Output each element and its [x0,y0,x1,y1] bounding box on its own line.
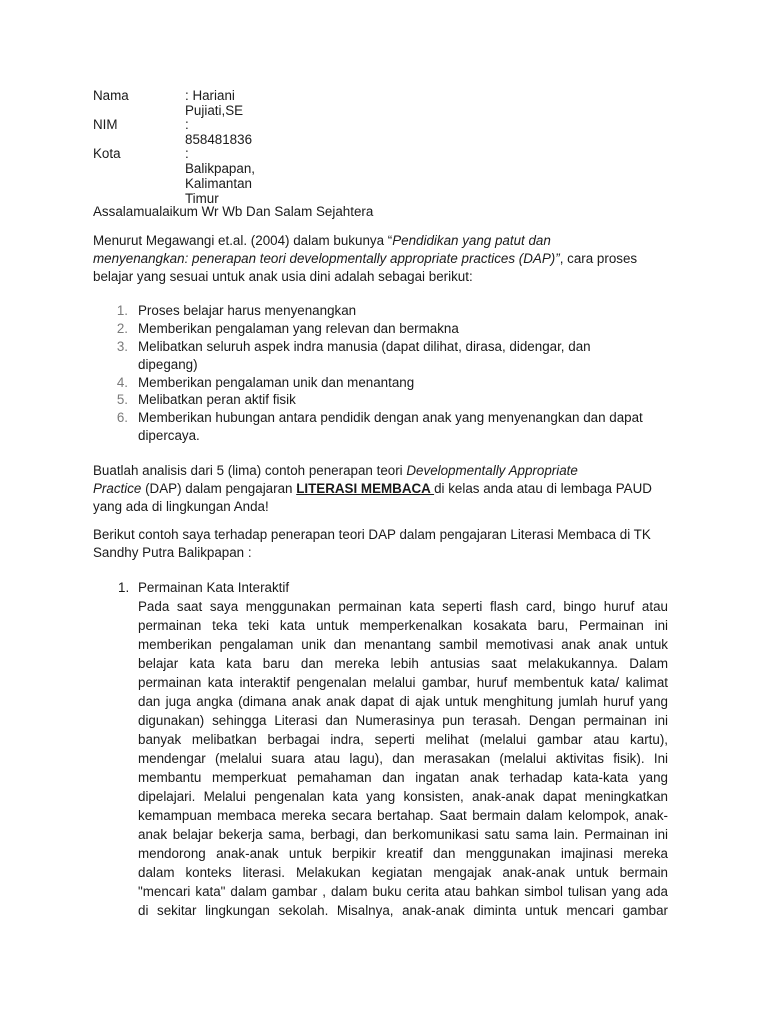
paragraph-line: kemampuan membaca mereka secara bertahap. Saat bermain dalam kelompok, anak- [138,808,668,823]
task-text: di kelas anda atau di lembaga PAUD [434,481,652,496]
paragraph-line: permainan kata interaktif pengenalan melalui gambar, huruf membentuk kata/ kalimat [138,675,668,690]
list-item: Melibatkan peran aktif fisik [138,392,296,407]
paragraph-line: belajar kata kata baru dan mereka lebih antusias saat melakukannya. Dalam [138,656,668,671]
kota-value: : Balikpapan, Kalimantan Timur [185,146,255,206]
task-line-2 [93,481,673,496]
intro-text: Menurut Megawangi et.al. (2004) dalam bukunya “ [93,233,393,248]
kota-label: Kota [93,146,121,161]
paragraph-line: digunakan) sehingga Literasi dan Numerasinya pun terasah. Dengan permainan ini [138,713,668,728]
task-text: (DAP) dalam pengajaran [141,481,297,496]
section-1-number: 1. [118,580,130,595]
literasi-membaca-emphasis: LITERASI MEMBACA [296,481,435,496]
task-term: Practice [93,481,142,496]
list-item: Melibatkan seluruh aspek indra manusia (dapat dilihat, dirasa, didengar, dan [138,339,591,354]
example-intro-line-1: Berikut contoh saya terhadap penerapan teori DAP dalam pengajaran Literasi Membaca di TK [93,527,651,542]
paragraph-line: memberikan pengalaman unik dan menantang sambil memotivasi anak anak untuk [138,637,668,652]
greeting: Assalamualaikum Wr Wb Dan Salam Sejahtera [93,204,374,219]
paragraph-line: "mencari kata" dalam gambar , dalam buku cerita atau bahkan simbol tulisan yang ada [138,884,668,899]
paragraph-line: banyak melibatkan berbagai indra, seperti melihat (melalui gambar atau kartu), [138,732,668,747]
task-text: Buatlah analisis dari 5 (lima) contoh penerapan teori [93,463,407,478]
paragraph-line: dalam konteks literasi. Melakukan kegiatan mengajak anak-anak untuk bermain [138,865,668,880]
paragraph-line: mendorong anak-anak untuk berpikir kreatif dan menggunakan imajinasi mereka [138,846,668,861]
intro-book-title: Pendidikan yang patut dan [392,233,551,248]
task-line-1 [93,463,673,478]
list-number: 6. [116,410,128,425]
nim-value: : 858481836 [185,117,253,147]
list-item: Memberikan hubungan antara pendidik dengan anak yang menyenangkan dan dapat [138,410,643,425]
paragraph-line: mendengar (melalui suara atau lagu), dan merasakan (melalui aktivitas fisik). Ini [138,751,668,766]
intro-book-title: menyenangkan: penerapan teori developmentally appropriate practices (DAP)” [93,251,560,266]
paragraph-line: dan juga angka (dimana anak anak dapat di ajak untuk menghitung jumlah huruf yang [138,694,668,709]
paragraph-line: membantu memperkuat pemahaman dan ingatan anak terhadap kata-kata yang [138,770,668,785]
list-item: Memberikan pengalaman yang relevan dan bermakna [138,321,459,336]
paragraph-line: anak belajar bekerja sama, berbagi, dan berkomunikasi satu sama lain. Permainan ini [138,827,668,842]
paragraph-line: permainan teka teki kata untuk memperkenalkan kosakata baru, Permainan ini [138,618,668,633]
list-number: 3. [116,339,128,354]
paragraph-line: di sekitar lingkungan sekolah. Misalnya, anak-anak diminta untuk mencari gambar [138,903,668,918]
task-line-3: yang ada di lingkungan Anda! [93,499,269,514]
list-item-continued: dipercaya. [138,428,200,443]
example-intro-line-2: Sandhy Putra Balikpapan : [93,545,252,560]
intro-line-1 [93,233,673,248]
list-item-continued: dipegang) [138,357,198,372]
list-item: Proses belajar harus menyenangkan [138,303,357,318]
nama-label: Nama [93,88,129,103]
list-number: 5. [116,392,128,407]
intro-line-3: belajar yang sesuai untuk anak usia dini adalah sebagai berikut: [93,269,473,284]
paragraph-line: Pada saat saya menggunakan permainan kata seperti flash card, bingo huruf atau [138,599,668,614]
list-number: 2. [116,321,128,336]
nama-value: : Hariani Pujiati,SE [185,88,244,118]
task-term: Developmentally Appropriate [406,463,578,478]
section-1-title: Permainan Kata Interaktif [138,580,290,595]
intro-text: , cara proses [559,251,638,266]
paragraph-line: dipelajari. Melalui pengenalan kata yang konsisten, anak-anak dapat meningkatkan [138,789,668,804]
list-item: Memberikan pengalaman unik dan menantang [138,375,415,390]
nim-label: NIM [93,117,118,132]
list-number: 1. [116,303,128,318]
list-number: 4. [116,375,128,390]
intro-line-2 [93,251,673,266]
